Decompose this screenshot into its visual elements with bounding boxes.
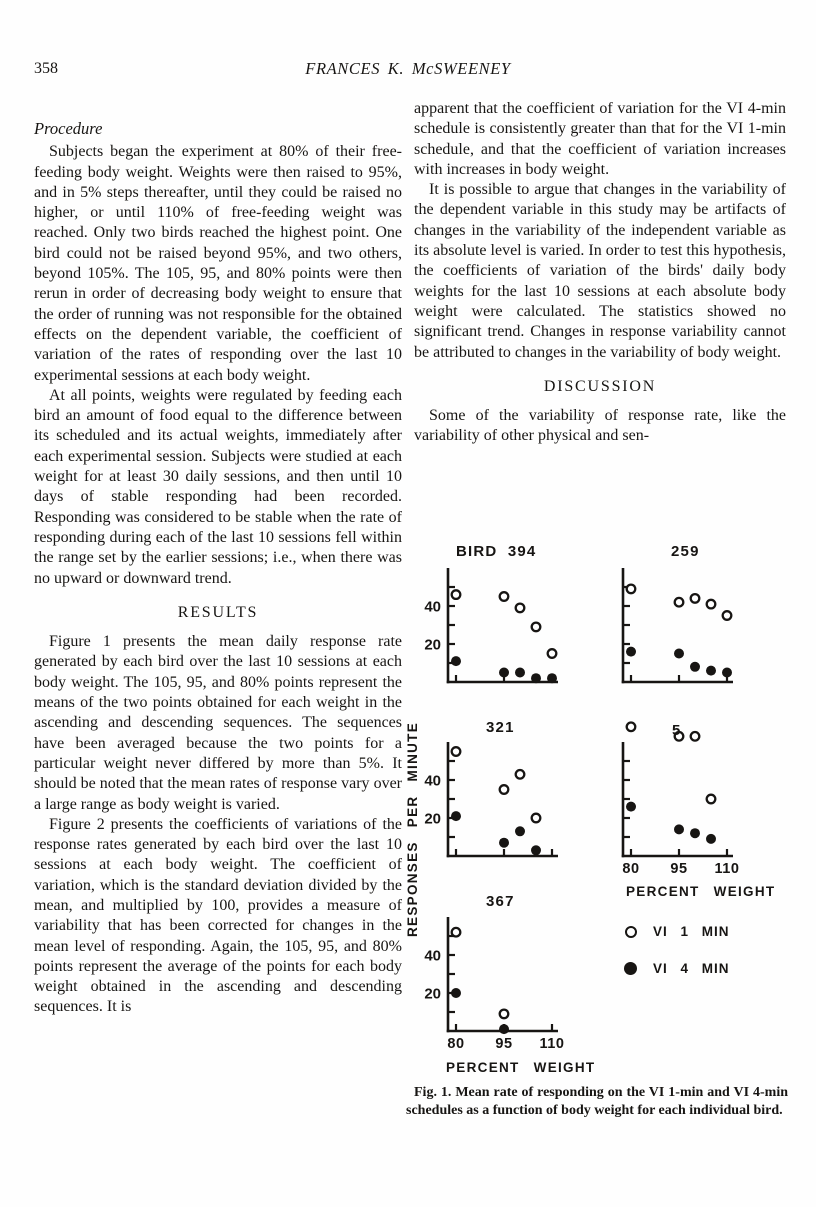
svg-text:95: 95	[495, 1036, 513, 1052]
paragraph-argument: It is possible to argue that changes in the variability of the dependent variable in this study may be artifacts of changes in the variability of the independent variable as its absolute level is varied. In order to test this hypothesis, the coefficients of variation of the birds' daily body weights for the last 10 sessions at each absolute body weight were calculated. The statistics showed no significant trend. Changes in response variability cannot be attributed to changes in the variability of body weight.	[414, 181, 786, 361]
svg-text:20: 20	[424, 985, 441, 1003]
svg-text:80: 80	[622, 861, 640, 877]
scatter-chart-bird-367	[406, 891, 566, 1063]
scatter-chart-bird-259	[581, 542, 741, 714]
chart-title-bird-5: 5	[672, 722, 682, 739]
procedure-heading: Procedure	[34, 119, 103, 138]
svg-text:40: 40	[424, 947, 441, 965]
paragraph-procedure-1: Subjects began the experiment at 80% of their free-feeding body weight. Weights were then raised to 95%, and in 5% steps thereafter, until they could be raised no higher, or until 110% of free-feeding weight was reached. Only two birds reached the highest point. One bird could not be raised beyond 95%, and two others, beyond 105%. The 105, 95, and 80% points were then rerun in order of decreasing body weight to ensure that the order of running was not responsible for the obtained effects on the dependent variable, the coefficient of variation of the rates of responding over the last 10 experimental sessions at each body weight.	[34, 143, 402, 384]
paragraph-results-2: Figure 2 presents the coefficients of variations of the response rates generated by each bird over the last 10 sessions at each body weight. The coefficient of variation, which is the standard deviation divided by the mean, and multiplied by 100, provides a measure of variability that has been corrected for changes in the mean level of responding. Again, the 105, 95, and 80% points represent the average of the points for each body weight obtained in the ascending and descending sequences. It is	[34, 815, 402, 1016]
right-column	[414, 99, 786, 447]
figure-caption: Fig. 1. Mean rate of responding on the VI 1-min and VI 4-min schedules as a function of body weight for each individual bird.	[406, 1085, 788, 1118]
svg-text:40: 40	[424, 772, 441, 790]
results-heading: RESULTS	[177, 603, 259, 621]
svg-text:20: 20	[424, 810, 441, 828]
svg-text:110: 110	[539, 1036, 565, 1052]
svg-text:95: 95	[670, 861, 688, 877]
scatter-chart-bird-394	[406, 542, 566, 714]
svg-text:110: 110	[714, 861, 740, 877]
filled-circle-icon	[624, 962, 637, 975]
svg-text:40: 40	[424, 598, 441, 616]
discussion-heading: DISCUSSION	[543, 377, 657, 395]
running-title: FRANCES K. McSWEENEY	[305, 59, 511, 78]
chart-title-bird-367: 367	[486, 893, 515, 910]
page-number: 358	[34, 60, 58, 77]
chart-title-bird-394: BIRD 394	[456, 543, 537, 560]
svg-text:80: 80	[447, 1036, 465, 1052]
chart-title-bird-321: 321	[486, 719, 515, 736]
scatter-chart-bird-321	[406, 716, 566, 888]
legend-label: VI 4 MIN	[653, 961, 730, 976]
x-axis-label-bottom: PERCENT WEIGHT	[446, 1060, 596, 1075]
paragraph-discussion: Some of the variability of response rate, like the variability of other physical and sen-	[414, 407, 786, 445]
legend-item-vi-4-min	[624, 961, 730, 976]
x-axis-label-middle: PERCENT WEIGHT	[626, 884, 776, 899]
chart-title-bird-259: 259	[671, 543, 700, 560]
left-column	[34, 119, 402, 1018]
scatter-chart-bird-5	[581, 716, 741, 888]
paragraph-continuation: apparent that the coefficient of variation for the VI 4-min schedule is consistently greater than that for the VI 1-min schedule, and that the coefficient of variation increases with increases in body weight.	[414, 100, 786, 178]
paragraph-procedure-2: At all points, weights were regulated by feeding each bird an amount of food equal to the difference between its scheduled and its actual weights, immediately after each experimental session. Subjects were studied at each weight for at least 30 daily sessions, and then until 10 days of stable responding had been recorded. Responding was considered to be stable when the rate of responding during each of the last 10 sessions fell within the range set by the earlier sessions; i.e., when there was no upward or downward trend.	[34, 386, 402, 587]
legend-item-vi-1-min	[625, 924, 730, 939]
svg-text:20: 20	[424, 636, 441, 654]
paragraph-results-1: Figure 1 presents the mean daily response rate generated by each bird over the last 10 sessions at each body weight. The 105, 95, and 80% points represent the means of the two points obtained for each weight in the ascending and descending sequences. The sequences have been averaged because the two points for a particular weight never differed by more than 5%. It should be noted that the mean rates of response vary over a large range as body weight is varied.	[34, 633, 402, 813]
legend-label: VI 1 MIN	[653, 924, 730, 939]
y-axis-label: RESPONSES PER MINUTE	[405, 721, 420, 937]
open-circle-icon	[625, 926, 637, 938]
